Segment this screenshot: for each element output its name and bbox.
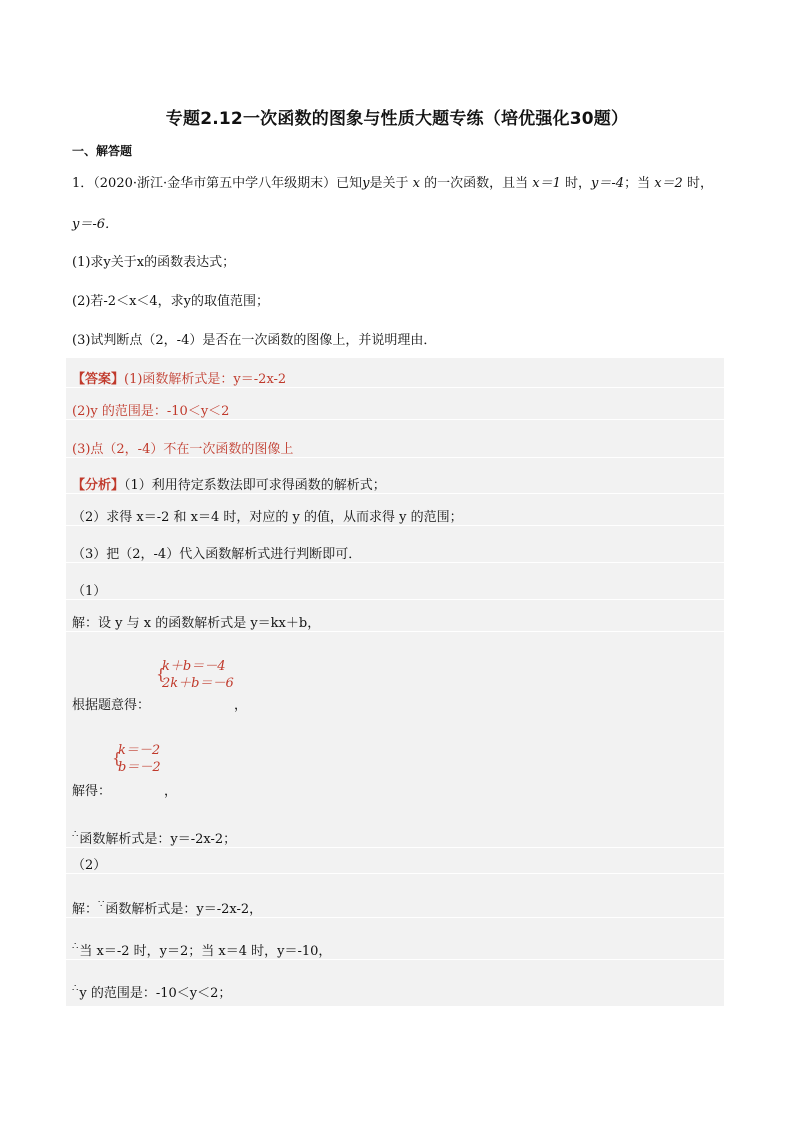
- solution-part-2: （2）: [66, 854, 724, 874]
- solution-line-4: ∴函数解析式是：y＝-2x-2；: [66, 828, 724, 848]
- solution-line-7: ∴y 的范围是：-10＜y＜2；: [72, 983, 232, 1001]
- question-line-1: 1．（2020·浙江·金华市第五中学八年级期末）已知y是关于 x 的一次函数，且当 x＝1 时，y＝-4；当 x＝2 时，: [72, 176, 713, 191]
- analysis-line-2: （2）求得 x＝-2 和 x＝4 时，对应的 y 的值，从而求得 y 的范围；: [66, 506, 724, 526]
- solution-part-1: （1）: [66, 580, 724, 600]
- therefore-icon: ∴: [72, 983, 79, 994]
- equation-system-2: [112, 742, 161, 776]
- solution-system-label: 根据题意得：: [72, 698, 151, 713]
- question-line-2: y＝-6．: [72, 217, 119, 232]
- sub-question-1: (1)求y关于x的函数表达式；: [72, 255, 236, 270]
- because-icon: ∵: [98, 899, 105, 910]
- answer-line-2: (2)y 的范围是：-10＜y＜2: [66, 400, 724, 420]
- solution-line-1: 解：设 y 与 x 的函数解析式是 y＝kx＋b，: [66, 612, 724, 632]
- equation-row: k＋b＝－4: [162, 659, 226, 674]
- therefore-icon: ∴: [72, 941, 79, 952]
- brace-icon: {: [112, 749, 122, 767]
- answer-line-1: 【答案】(1)函数解析式是：y＝-2x-2: [66, 368, 724, 388]
- page-title: 专题2.12一次函数的图象与性质大题专练（培优强化30题）: [165, 109, 629, 129]
- section-heading: 一、解答题: [72, 144, 133, 158]
- solution-solve-label: 解得：: [72, 784, 112, 799]
- sub-question-2: (2)若-2＜x＜4，求y的取值范围；: [72, 294, 270, 309]
- equation-row: k＝－2: [118, 743, 161, 758]
- analysis-line-3: （3）把（2，-4）代入函数解析式进行判断即可．: [66, 543, 724, 563]
- solution-line-5: 解：∵函数解析式是：y＝-2x-2，: [66, 898, 724, 918]
- brace-icon: {: [156, 665, 166, 683]
- answer-line-3: (3)点（2，-4）不在一次函数的图像上: [66, 438, 724, 458]
- equation-row: 2k＋b＝－6: [162, 676, 234, 691]
- answer-block: [66, 358, 724, 1006]
- sub-question-3: (3)试判断点（2，-4）是否在一次函数的图像上，并说明理由．: [72, 333, 437, 348]
- analysis-line-1: 【分析】（1）利用待定系数法即可求得函数的解析式；: [66, 474, 724, 494]
- system-tail-comma: ，: [234, 698, 248, 713]
- solve-tail-comma: ，: [164, 784, 178, 799]
- therefore-icon: ∴: [72, 829, 79, 840]
- equation-row: b＝－2: [118, 760, 161, 775]
- solution-line-6: ∴当 x＝-2 时，y＝2；当 x＝4 时，y＝-10，: [66, 940, 724, 960]
- equation-system-1: [156, 658, 234, 692]
